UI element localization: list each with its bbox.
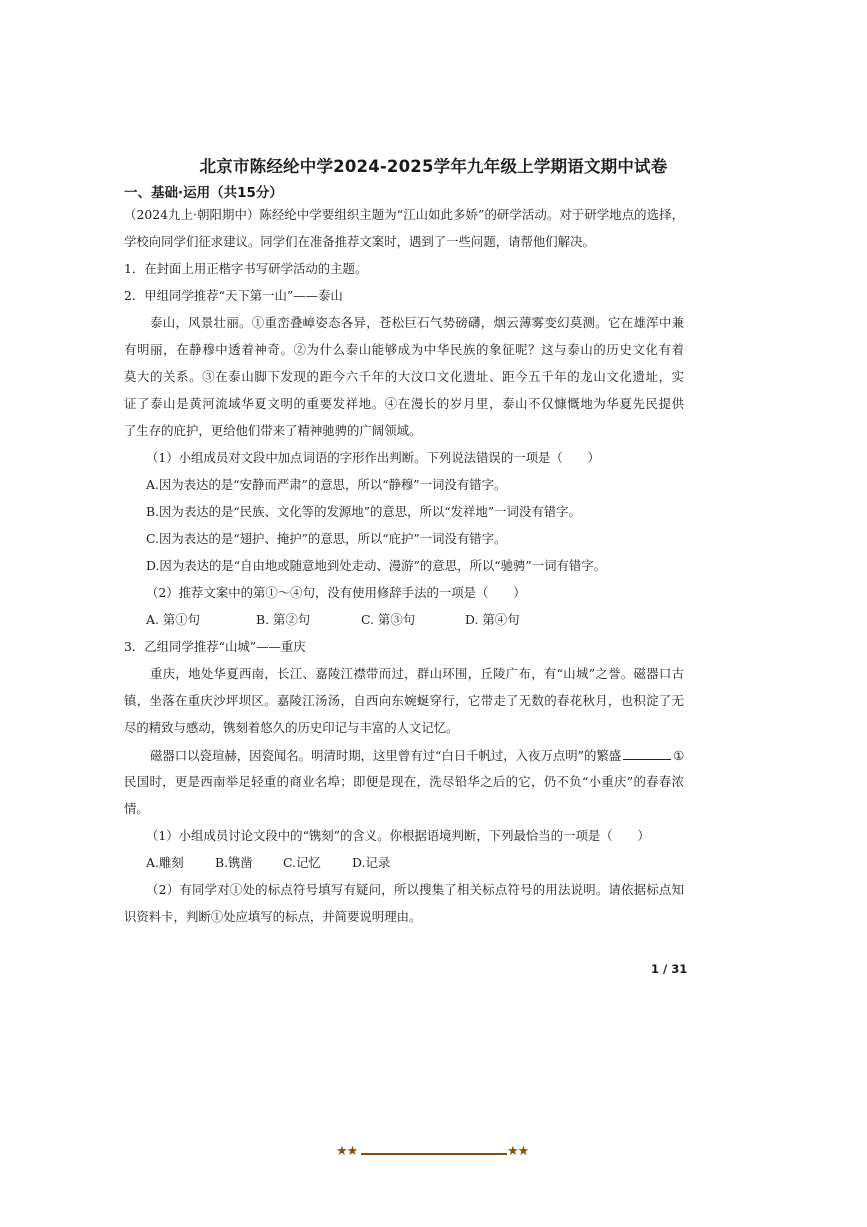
passage-line: 有明丽，在静穆中透着神奇。②为什么泰山能够成为中华民族的象征呢？这与泰山的历史文化有着 [124, 342, 684, 357]
option-a: A. 第①句 [146, 612, 200, 627]
option-b: B. 第②句 [256, 612, 311, 627]
question-1: 1．在封面上用正楷字书写研学活动的主题。 [124, 261, 368, 276]
option-a: A.雕刻 [146, 855, 184, 870]
sub-question: （2）推荐文案中的第①～④句，没有使用修辞手法的一项是（ ） [146, 585, 526, 600]
fill-blank [623, 747, 671, 760]
passage-line: 重庆，地处华夏西南，长江、嘉陵江襟带而过，群山环围，丘陵广布，有“山城”之誉。磁器口古 [150, 666, 684, 681]
passage-line [150, 747, 684, 764]
sub-question: （1）小组成员对文段中加点词语的字形作出判断。下列说法错误的一项是（ ） [146, 450, 600, 465]
options-row [146, 612, 520, 628]
sub-question: 识资料卡，判断①处应填写的标点，并简要说明理由。 [124, 909, 422, 924]
passage-line: 证了泰山是黄河流域华夏文明的重要发祥地。④在漫长的岁月里，泰山不仅慷慨地为华夏先民提供 [124, 396, 684, 411]
option-c: C.记忆 [283, 855, 321, 870]
options-row [146, 855, 390, 871]
footer-ornament [336, 1144, 532, 1161]
passage-line: 尽的精致与感动，镌刻着悠久的历史印记与丰富的人文记忆。 [124, 720, 459, 735]
passage-line: 镇，坐落在重庆沙坪坝区。嘉陵江汤汤，自西向东婉蜒穿行，它带走了无数的春花秋月，也积淀了无 [124, 693, 684, 708]
option-b: B.因为表达的是“民族、文化等的发源地”的意思，所以“发祥地”一词没有错字。 [146, 504, 581, 519]
question-3: 3．乙组同学推荐“山城”——重庆 [124, 639, 306, 654]
option-d: D.记录 [352, 855, 391, 870]
page-number: 1 / 31 [651, 962, 688, 976]
intro-line: （2024九上·朝阳期中）陈经纶中学要组织主题为“江山如此多娇”的研学活动。对于研学地点的选择， [124, 207, 684, 222]
option-a: A.因为表达的是“安静而严肃”的意思，所以“静穆”一词没有错字。 [146, 477, 507, 492]
passage-line: 情。 [124, 801, 149, 816]
star-icon: ★★ [336, 1144, 358, 1159]
intro-line: 学校向同学们征求建议。同学们在准备推荐文案时，遇到了一些问题，请帮他们解决。 [124, 234, 595, 249]
passage-line: 了生存的庇护，更给他们带来了精神驰骋的广阔领域。 [124, 423, 422, 438]
blank-marker: ① [673, 748, 685, 763]
passage-line: 莫大的关系。③在泰山脚下发现的距今六千年的大汶口文化遗址、距今五千年的龙山文化遗址，实 [124, 369, 684, 384]
section-heading: 一、基础·运用（共15分） [124, 185, 283, 201]
passage-line: 泰山，风景壮丽。①重峦叠嶂姿态各异，苍松巨石气势磅礴，烟云薄雾变幻莫测。它在雄浑中兼 [150, 315, 684, 330]
option-c: C.因为表达的是“翅护、掩护”的意思，所以“庇护”一词没有错字。 [146, 531, 507, 546]
footer-rule [361, 1153, 507, 1155]
question-2: 2．甲组同学推荐“天下第一山”——泰山 [124, 288, 343, 303]
sub-question: （2）有同学对①处的标点符号填写有疑问，所以搜集了相关标点符号的用法说明。请依据标点知 [146, 882, 684, 897]
option-c: C. 第③句 [361, 612, 416, 627]
star-icon: ★★ [507, 1144, 529, 1159]
passage-text: 磁器口以瓷瑄赫，因瓷闻名。明清时期，这里曾有过“白日千帆过，入夜万点明”的繁盛 [150, 748, 622, 763]
option-d: D.因为表达的是“自由地或随意地到处走动、漫游”的意思，所以“驰骋”一词有错字。 [146, 558, 607, 573]
sub-question: （1）小组成员讨论文段中的“镌刻”的含义。你根据语境判断，下列最恰当的一项是（ ） [146, 828, 650, 843]
passage-line: 民国时，更是西南举足轻重的商业名埠；即便是现在，洗尽铅华之后的它，仍不负“小重庆”的春春浓 [124, 774, 684, 789]
page-title: 北京市陈经纶中学2024-2025学年九年级上学期语文期中试卷 [199, 157, 668, 176]
option-d: D. 第④句 [465, 612, 520, 627]
option-b: B.镌凿 [215, 855, 253, 870]
